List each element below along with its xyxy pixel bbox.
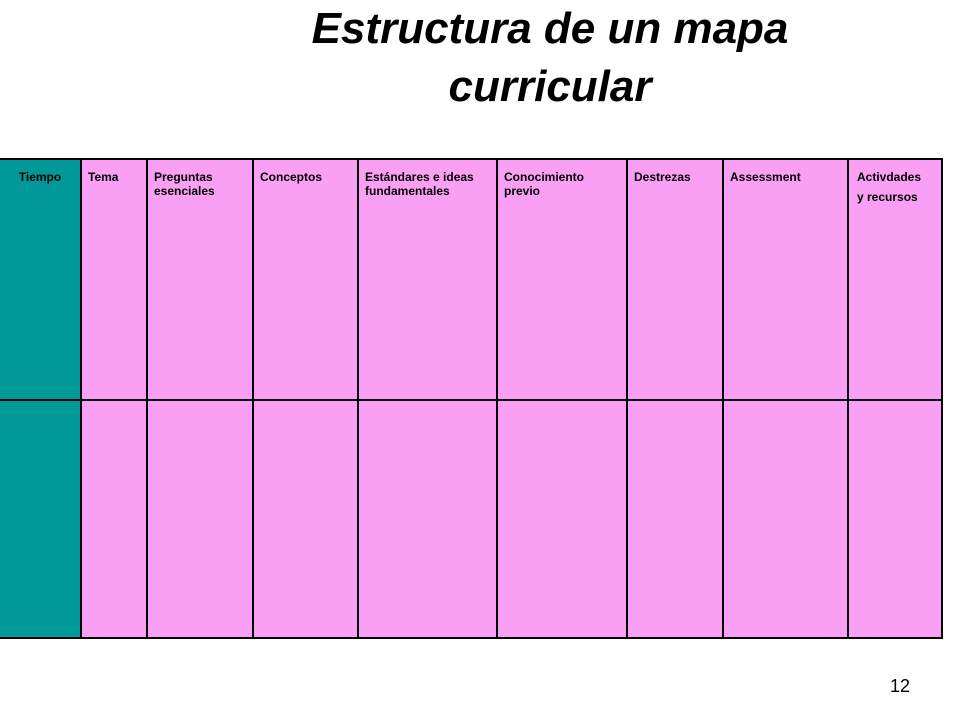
header-cell-assessment [723, 159, 848, 400]
empty-cell [497, 400, 627, 638]
header-cell-tema [81, 159, 147, 400]
header-label: Destrezas [634, 170, 691, 184]
header-cell-actividades [848, 159, 942, 400]
empty-cell [358, 400, 497, 638]
header-label: Tiempo [18, 170, 62, 184]
curriculum-map-table [0, 158, 943, 639]
empty-cell [0, 400, 81, 638]
empty-cell [627, 400, 723, 638]
empty-cell [147, 400, 253, 638]
header-label: Conocimiento previo [504, 170, 584, 198]
empty-cell [253, 400, 358, 638]
header-cell-estandares [358, 159, 497, 400]
empty-cell [723, 400, 848, 638]
header-label-line-1: Activdades [857, 170, 922, 184]
header-cell-conceptos [253, 159, 358, 400]
header-label: Tema [88, 170, 119, 184]
header-label: Estándares e ideas fundamentales [365, 170, 474, 198]
page-number: 12 [889, 676, 911, 696]
header-row [0, 159, 942, 400]
empty-cell [81, 400, 147, 638]
slide-title-line-1: Estructura de un mapa [311, 4, 789, 53]
slide-title [200, 0, 900, 116]
empty-row [0, 400, 942, 638]
header-label: Assessment [730, 170, 801, 184]
header-label-line-2: y recursos [857, 190, 918, 204]
header-cell-preguntas-esenciales [147, 159, 253, 400]
header-label: Conceptos [260, 170, 323, 184]
empty-cell [848, 400, 942, 638]
header-cell-tiempo [0, 159, 81, 400]
header-label: Preguntas esenciales [154, 170, 215, 198]
slide-title-line-2: curricular [448, 62, 652, 111]
header-cell-conocimiento-previo [497, 159, 627, 400]
header-cell-destrezas [627, 159, 723, 400]
